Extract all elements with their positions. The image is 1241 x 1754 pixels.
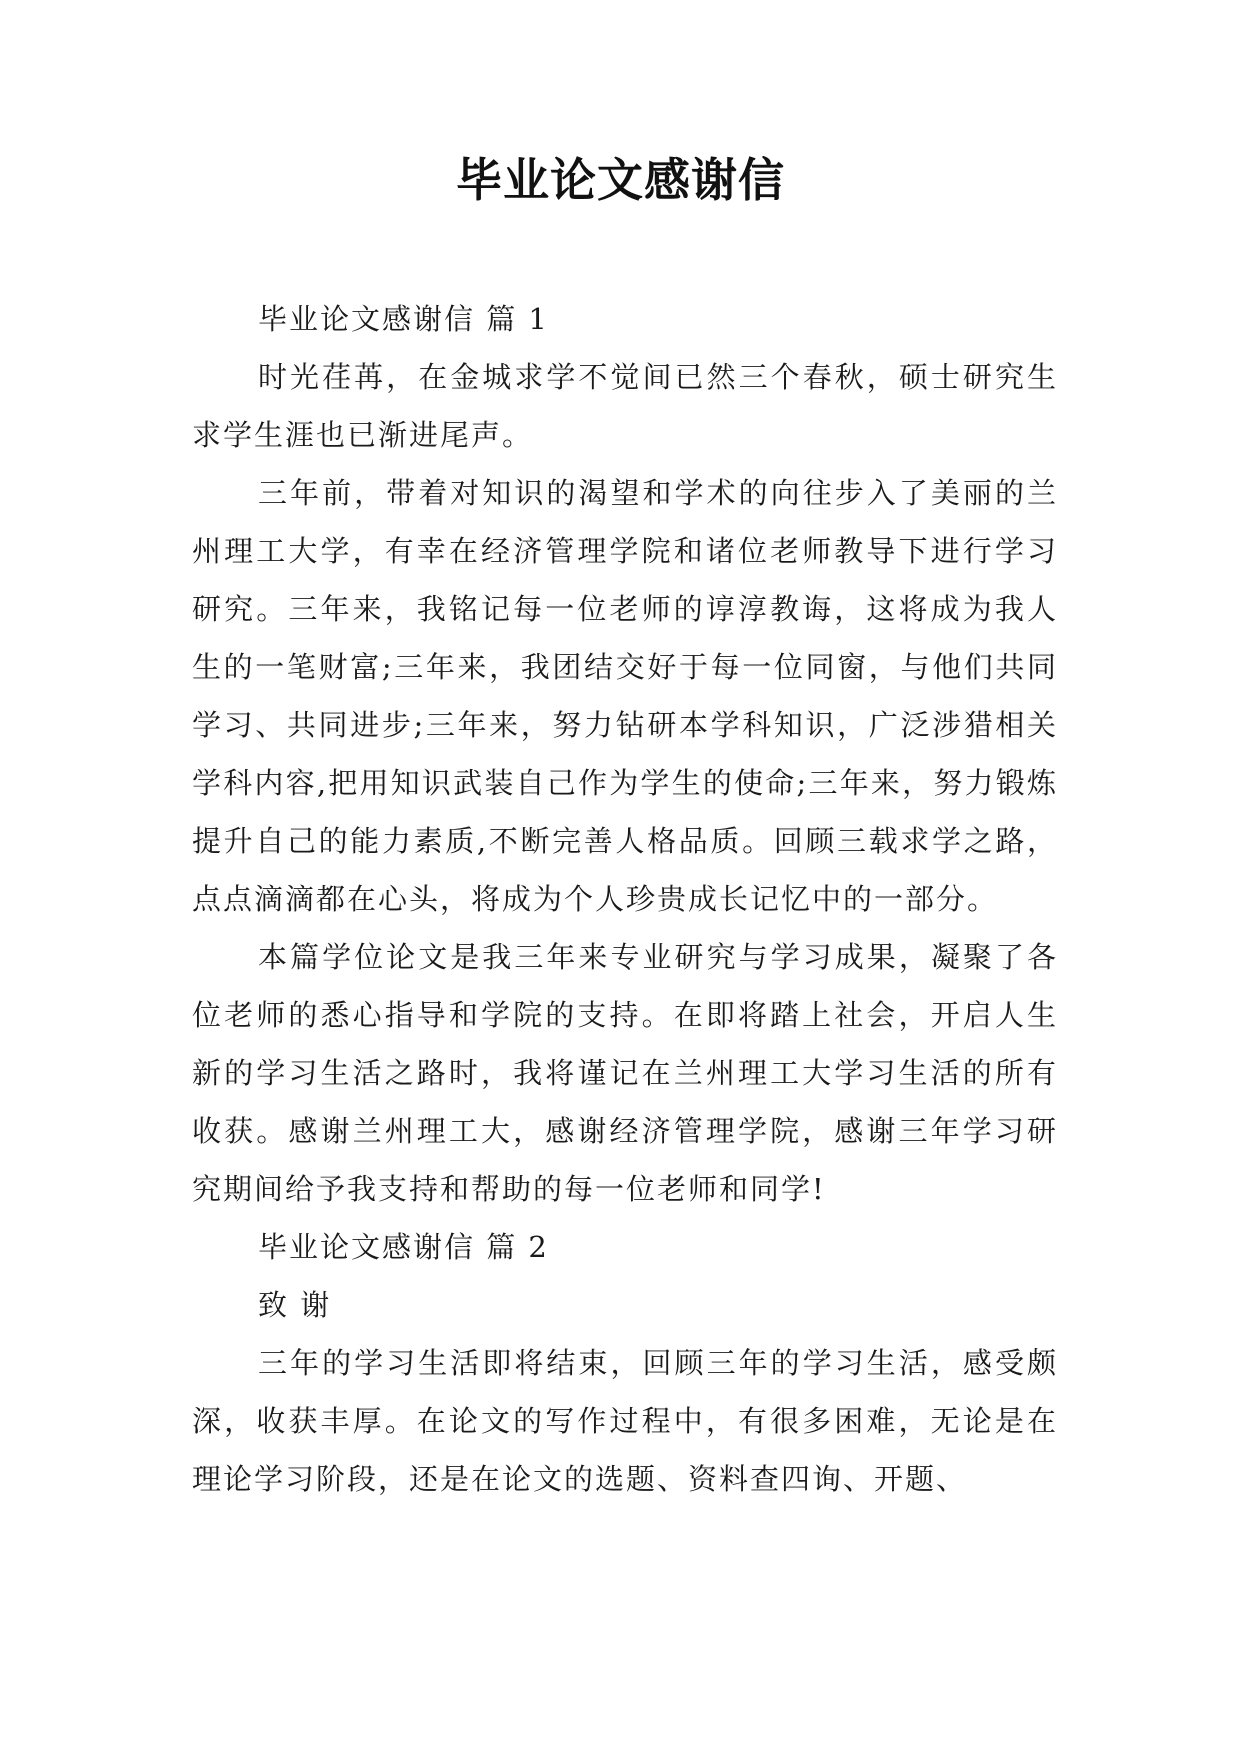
section-1-paragraph-2: 三年前，带着对知识的渴望和学术的向往步入了美丽的兰州理工大学，有幸在经济管理学院和诸位老师教导下进行学习研究。三年来，我铭记每一位老师的谆淳教诲，这将成为我人生的一笔财富;三年来，我团结交好于每一位同窗，与他们共同学习、共同进步;三年来，努力钻研本学科知识，广泛涉猎相关学科内容,把用知识武装自己作为学生的使命;三年来，努力锻炼提升自己的能力素质,不断完善人格品质。回顾三载求学之路，点点滴滴都在心头，将成为个人珍贵成长记忆中的一部分。	[192, 476, 1058, 916]
section-2-paragraph-1: 三年的学习生活即将结束，回顾三年的学习生活，感受颇深，收获丰厚。在论文的写作过程中，有很多困难，无论是在理论学习阶段，还是在论文的选题、资料查四询、开题、	[192, 1346, 1058, 1496]
section-2-heading: 毕业论文感谢信 篇 2	[258, 1230, 549, 1264]
document-body	[192, 290, 1058, 1508]
section-1-heading: 毕业论文感谢信 篇 1	[258, 302, 549, 336]
section-1-paragraph-1: 时光荏苒，在金城求学不觉间已然三个春秋，硕士研究生求学生涯也已渐进尾声。	[192, 360, 1058, 452]
document-title: 毕业论文感谢信	[456, 153, 785, 207]
section-1-paragraph-3: 本篇学位论文是我三年来专业研究与学习成果，凝聚了各位老师的悉心指导和学院的支持。在即将踏上社会，开启人生新的学习生活之路时，我将谨记在兰州理工大学习生活的所有收获。感谢兰州理工大，感谢经济管理学院，感谢三年学习研究期间给予我支持和帮助的每一位老师和同学!	[192, 940, 1058, 1206]
section-2-subheading: 致 谢	[258, 1288, 332, 1322]
